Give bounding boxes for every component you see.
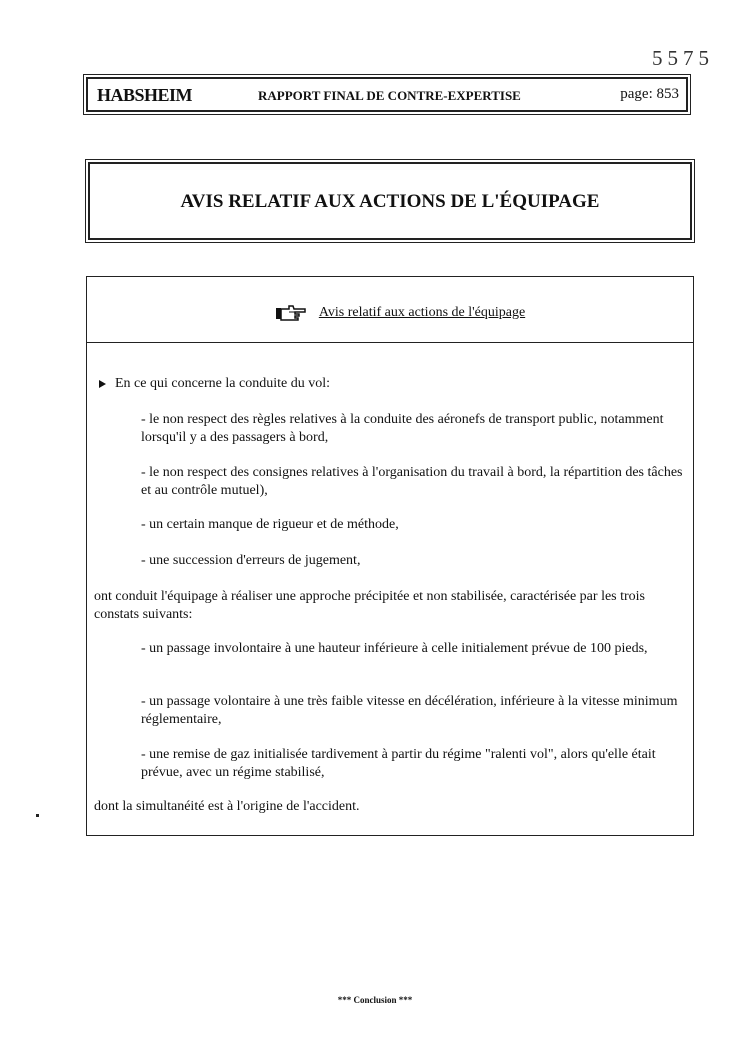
list-item: - le non respect des règles relatives à la conduite des aéronefs de transport public, notamment lorsqu'il y a des passagers à bord, bbox=[141, 412, 664, 445]
list-item: - une remise de gaz initialisée tardivement à partir du régime "ralenti vol", alors qu'elle était prévue, avec un régime stabilisé, bbox=[141, 747, 656, 780]
list-item: - un certain manque de rigueur et de méthode, bbox=[141, 517, 399, 532]
list-item: - une succession d'erreurs de jugement, bbox=[141, 553, 361, 568]
content-box bbox=[86, 276, 694, 836]
middle-paragraph: ont conduit l'équipage à réaliser une approche précipitée et non stabilisée, caractérisée par les trois constats suivants: bbox=[94, 589, 646, 622]
header-bar bbox=[86, 77, 688, 112]
intro-text: En ce qui concerne la conduite du vol: bbox=[115, 376, 330, 391]
section-heading: Avis relatif aux actions de l'équipage bbox=[318, 304, 526, 320]
page-number: 5575 bbox=[652, 46, 714, 70]
triangle-bullet-icon bbox=[99, 380, 106, 388]
list-item: - le non respect des consignes relatives à l'organisation du travail à bord, la répartition des tâches et au contrôle mutuel), bbox=[141, 465, 683, 498]
intro-line bbox=[99, 375, 330, 393]
list-item: - un passage volontaire à une très faible vitesse en décélération, inférieure à la vitesse minimum réglementaire, bbox=[141, 694, 678, 727]
footer-label: *** Conclusion *** bbox=[337, 995, 413, 1005]
header-report-title: RAPPORT FINAL DE CONTRE-EXPERTISE bbox=[258, 88, 521, 103]
section-header bbox=[87, 277, 693, 343]
header-page-label: page: 853 bbox=[620, 86, 679, 102]
header-report-name: HABSHEIM bbox=[97, 85, 193, 105]
pointing-hand-icon bbox=[275, 303, 307, 323]
title-box bbox=[88, 162, 692, 240]
page-title: AVIS RELATIF AUX ACTIONS DE L'ÉQUIPAGE bbox=[180, 191, 600, 212]
closing-paragraph: dont la simultanéité est à l'origine de l'accident. bbox=[94, 799, 360, 814]
scan-speck bbox=[36, 814, 39, 817]
list-item: - un passage involontaire à une hauteur inférieure à celle initialement prévue de 100 pieds, bbox=[141, 641, 648, 656]
